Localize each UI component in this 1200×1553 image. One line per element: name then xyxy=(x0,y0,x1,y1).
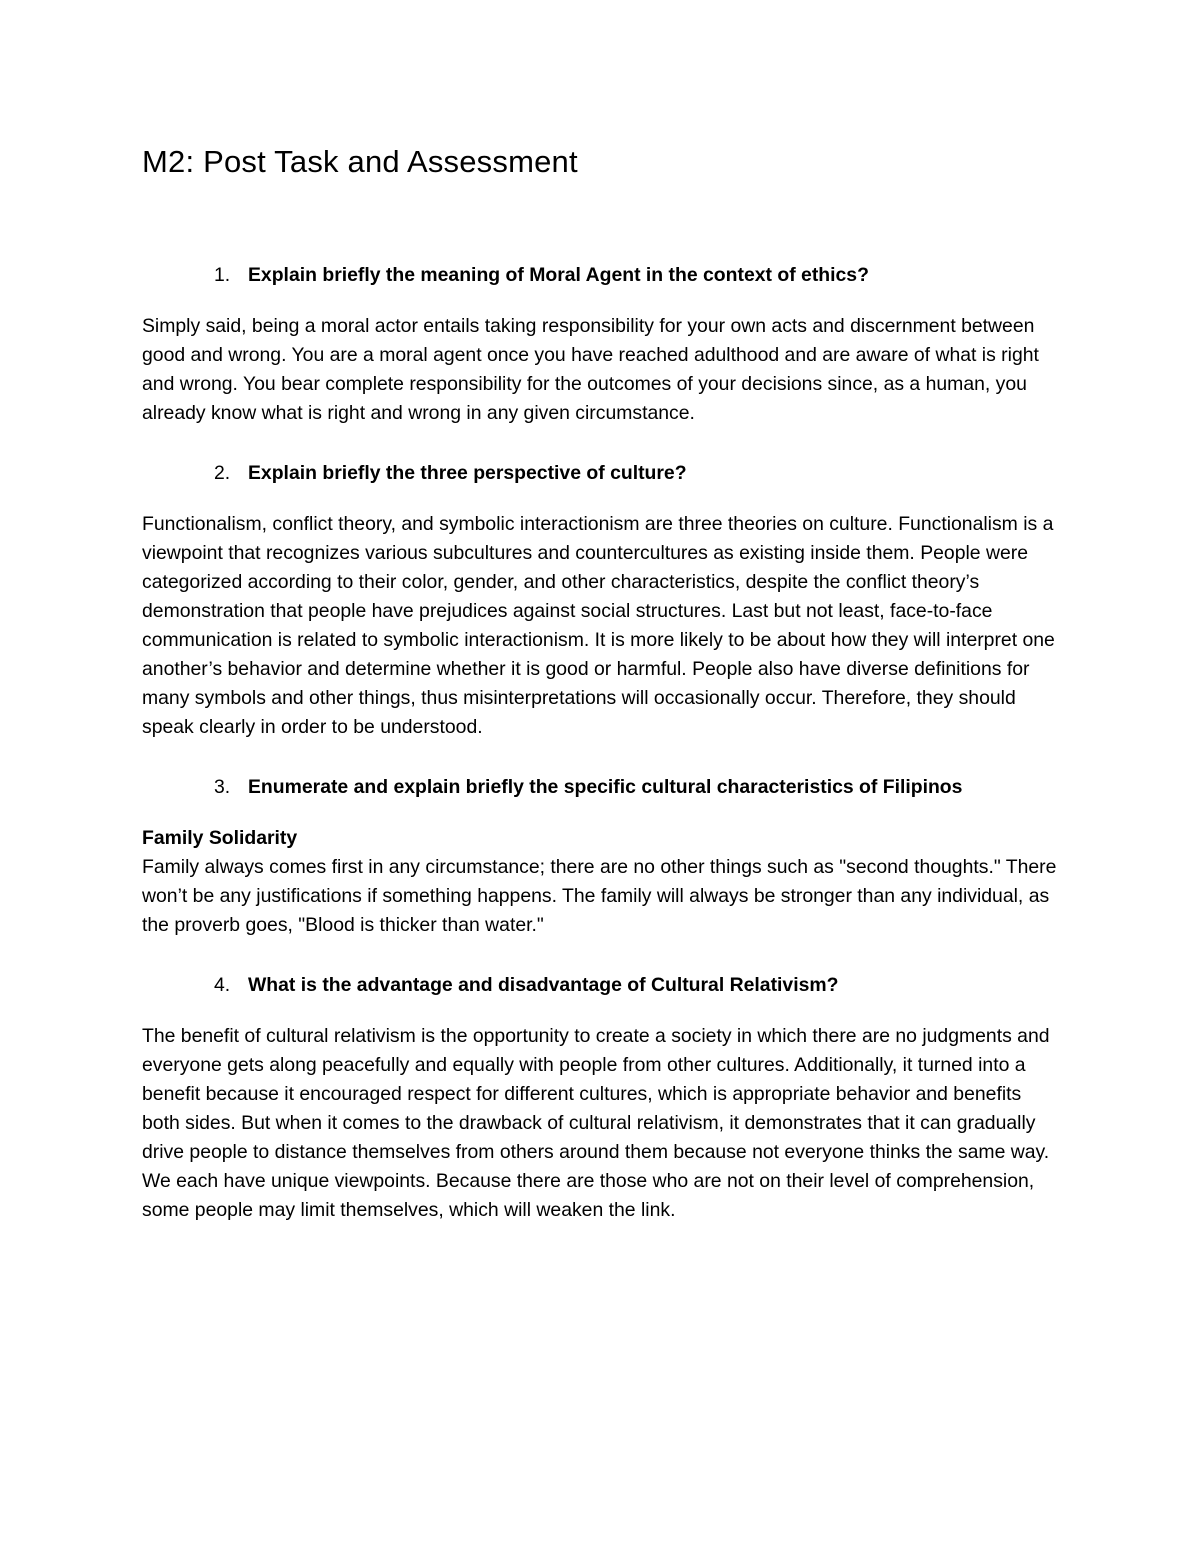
question-text: Explain briefly the meaning of Moral Agent in the context of ethics? xyxy=(248,264,869,286)
answer-3: Family always comes first in any circumstance; there are no other things such as "second thoughts." There won’t be any justifications if something happens. The family will always be stronger than any individual, as the proverb goes, "Blood is thicker than water." xyxy=(142,856,1057,936)
question-2 xyxy=(142,458,1062,488)
question-3 xyxy=(142,772,1062,802)
question-number: 2. xyxy=(214,462,231,484)
answer-1: Simply said, being a moral actor entails taking responsibility for your own acts and discernment between good and wrong. You are a moral agent once you have reached adulthood and are aware of what is right and wrong. You bear complete responsibility for the outcomes of your decisions since, as a human, you already know what is right and wrong in any given circumstance. xyxy=(142,315,1039,424)
question-text: What is the advantage and disadvantage of Cultural Relativism? xyxy=(248,974,839,996)
page-title: M2: Post Task and Assessment xyxy=(142,144,578,179)
question-number: 4. xyxy=(214,974,231,996)
answer-3-subheading: Family Solidarity xyxy=(142,827,298,849)
question-number: 3. xyxy=(214,776,231,798)
question-text: Explain briefly the three perspective of culture? xyxy=(248,462,687,484)
answer-2: Functionalism, conflict theory, and symbolic interactionism are three theories on culture. Functionalism is a viewpoint that recognizes various subcultures and countercultures as existing inside them. People were categorized according to their color, gender, and other characteristics, despite the conflict theory’s demonstration that people have prejudices against social structures. Last but not least, face-to-face communication is related to symbolic interactionism. It is more likely to be about how they will interpret one another’s behavior and determine whether it is good or harmful. People also have diverse definitions for many symbols and other things, thus misinterpretations will occasionally occur. Therefore, they should speak clearly in order to be understood. xyxy=(142,513,1055,738)
question-number: 1. xyxy=(214,264,231,286)
answer-4: The benefit of cultural relativism is the opportunity to create a society in which there are no judgments and everyone gets along peacefully and equally with people from other cultures. Additionally, it turned into a benefit because it encouraged respect for different cultures, which is appropriate behavior and benefits both sides. But when it comes to the drawback of cultural relativism, it demonstrates that it can gradually drive people to distance themselves from others around them because not everyone thinks the same way. We each have unique viewpoints. Because there are those who are not on their level of comprehension, some people may limit themselves, which will weaken the link. xyxy=(142,1025,1050,1221)
question-1 xyxy=(142,260,1062,290)
question-4 xyxy=(142,970,1062,1000)
document-body xyxy=(142,140,1062,1255)
question-text: Enumerate and explain briefly the specific cultural characteristics of Filipinos xyxy=(248,776,963,798)
